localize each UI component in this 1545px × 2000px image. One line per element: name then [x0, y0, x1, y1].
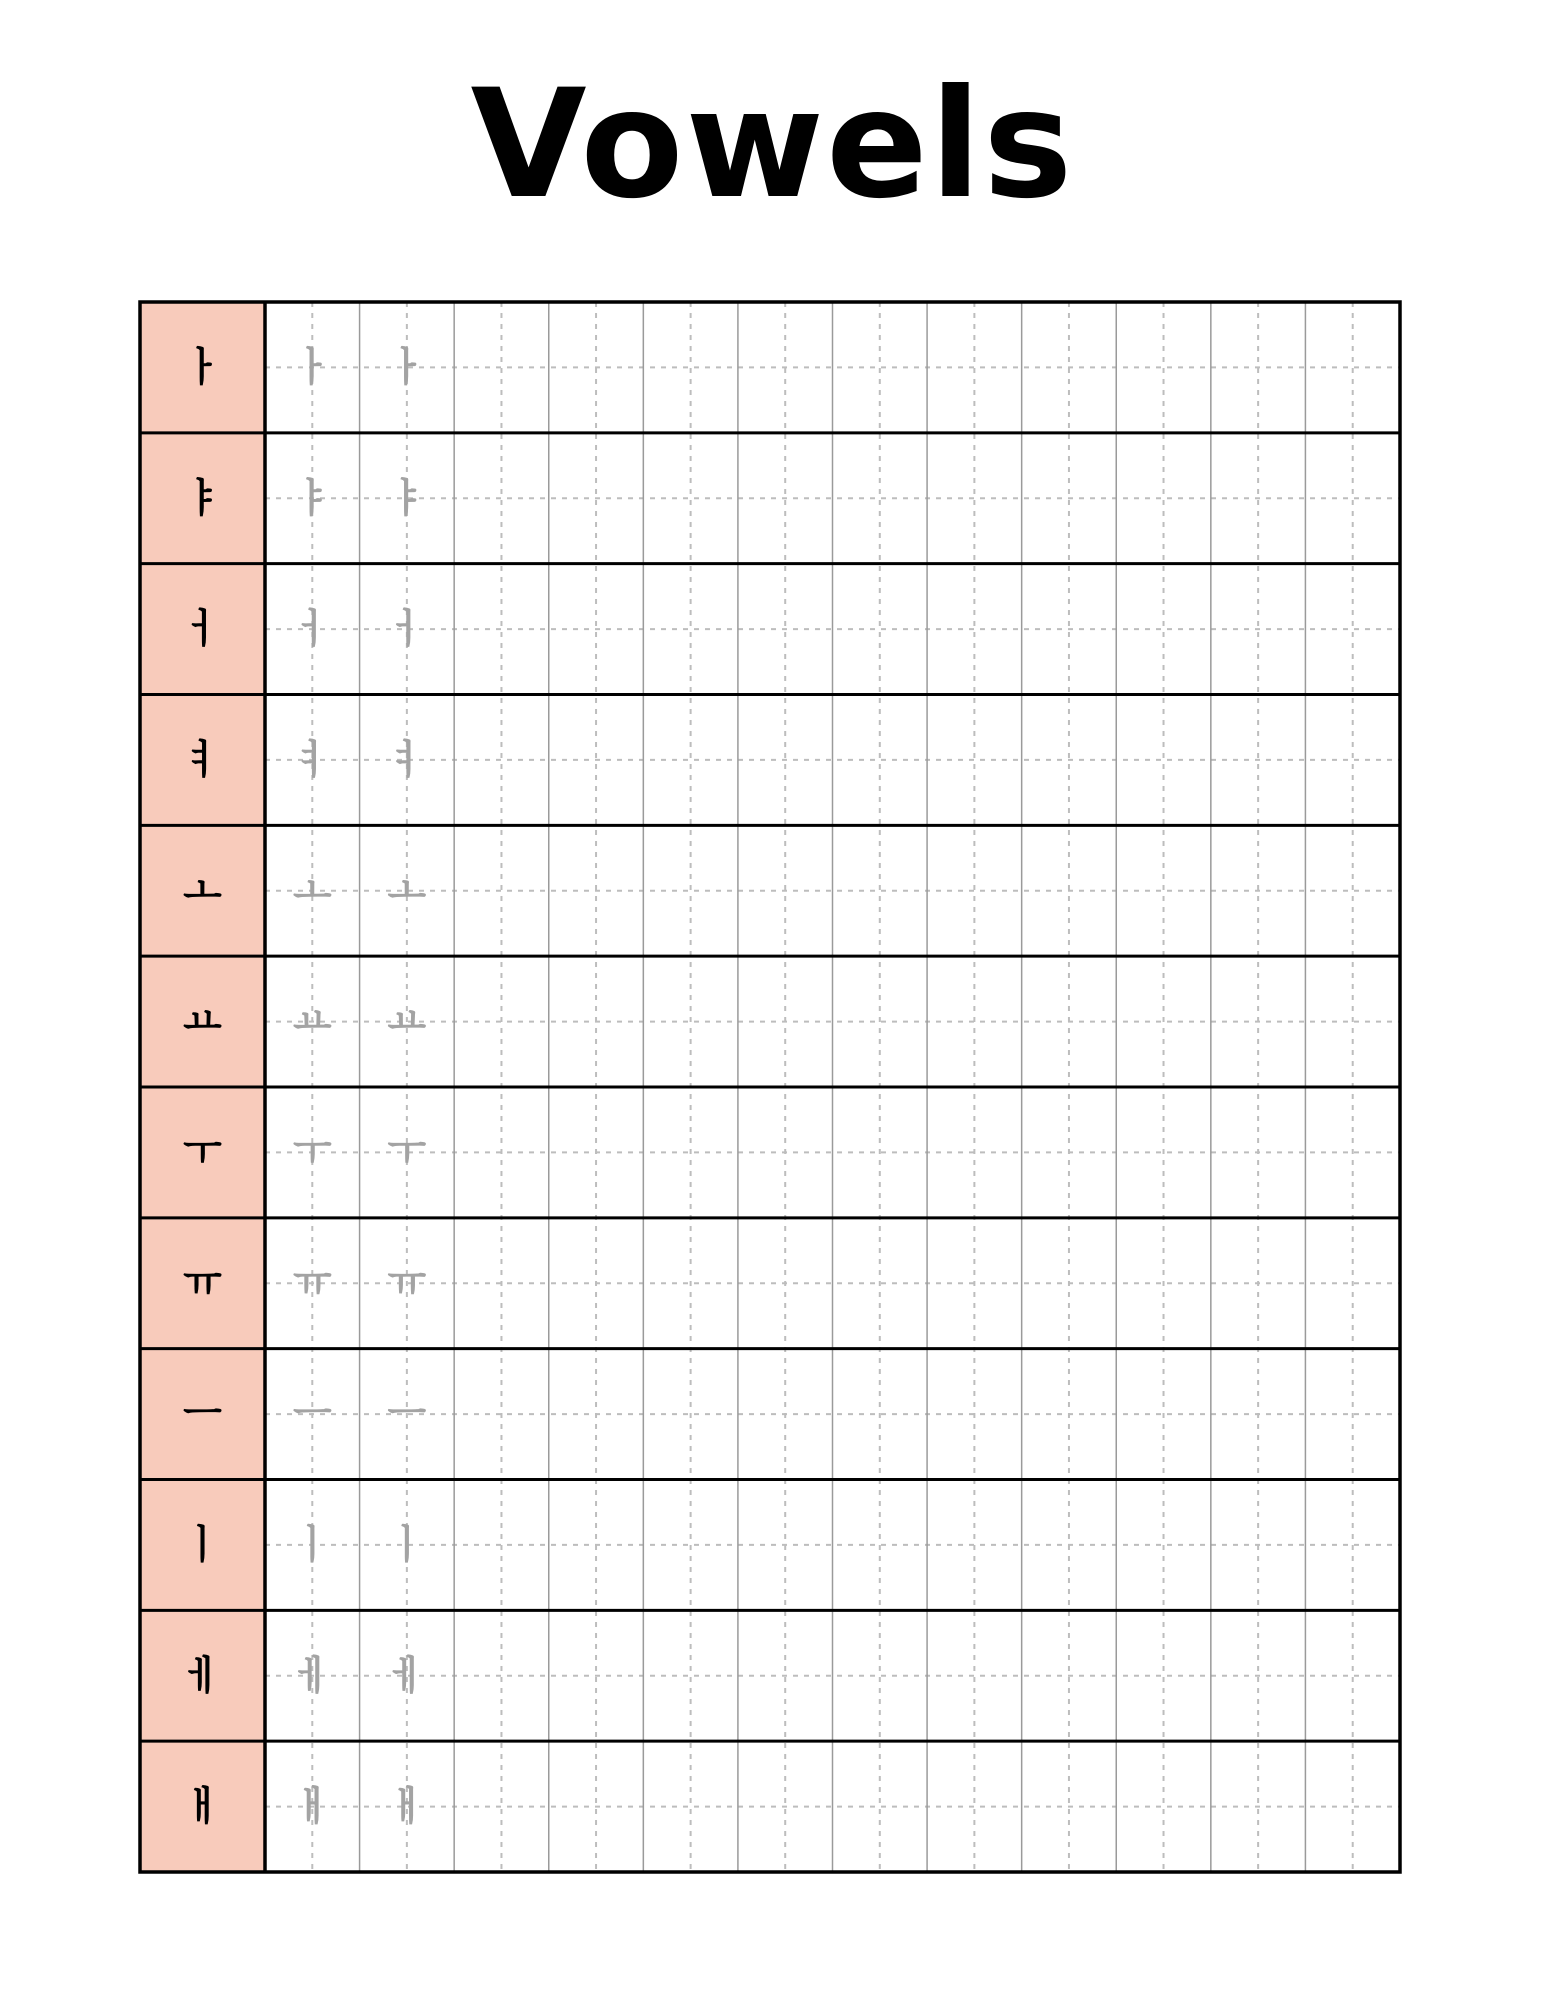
trace-vowel: ㅕ: [387, 736, 427, 783]
vowel-label: ㅠ: [183, 1260, 222, 1307]
trace-vowel: ㅔ: [387, 1652, 427, 1699]
trace-vowel: ㅣ: [292, 1521, 332, 1568]
vowel-row: [183, 1784, 426, 1830]
vowel-label: ㅣ: [183, 1521, 222, 1568]
trace-vowel: ㅗ: [292, 867, 332, 914]
trace-vowel: ㅑ: [387, 475, 427, 522]
vowel-row: [183, 606, 426, 652]
trace-vowel: ㅑ: [292, 475, 332, 522]
vowel-label: ㅗ: [183, 867, 222, 914]
vowel-row: [183, 1129, 426, 1175]
vowel-label: ㅐ: [183, 1783, 222, 1830]
trace-vowel: ㅕ: [292, 736, 332, 783]
trace-vowel: ㅐ: [292, 1783, 332, 1830]
trace-vowel: ㅠ: [292, 1260, 332, 1307]
vowel-label: ㅛ: [183, 998, 222, 1045]
trace-vowel: ㅣ: [387, 1521, 427, 1568]
trace-vowel: ㅏ: [292, 344, 332, 391]
vowel-label: ㅡ: [183, 1391, 222, 1438]
trace-vowel: ㅡ: [292, 1391, 332, 1438]
trace-vowel: ㅜ: [387, 1129, 427, 1176]
trace-vowel: ㅓ: [292, 606, 332, 653]
vowel-row: [183, 344, 426, 390]
trace-vowel: ㅓ: [387, 606, 427, 653]
vowel-row: [183, 737, 426, 783]
trace-vowel: ㅗ: [387, 867, 427, 914]
vowel-label: ㅕ: [183, 736, 222, 783]
trace-vowel: ㅠ: [387, 1260, 427, 1307]
vowel-row: [183, 1260, 426, 1306]
vowel-row: [183, 868, 426, 914]
vowel-label: ㅏ: [183, 344, 222, 391]
trace-vowel: ㅐ: [387, 1783, 427, 1830]
vowel-row: [183, 999, 426, 1045]
trace-vowel: ㅜ: [292, 1129, 332, 1176]
vowel-label: ㅑ: [183, 475, 222, 522]
vowel-row: [183, 1522, 426, 1568]
vowel-label: ㅓ: [183, 606, 222, 653]
trace-vowel: ㅏ: [387, 344, 427, 391]
trace-vowel: ㅛ: [387, 998, 427, 1045]
trace-vowel: ㅡ: [387, 1391, 427, 1438]
vowel-row: [183, 475, 426, 521]
trace-vowel: ㅔ: [292, 1652, 332, 1699]
vowel-row: [183, 1391, 426, 1437]
trace-vowel: ㅛ: [292, 998, 332, 1045]
vowel-label: ㅜ: [183, 1129, 222, 1176]
vowel-label: ㅔ: [183, 1652, 222, 1699]
vowel-row: [183, 1653, 426, 1699]
page-title: Vowels: [470, 58, 1075, 232]
